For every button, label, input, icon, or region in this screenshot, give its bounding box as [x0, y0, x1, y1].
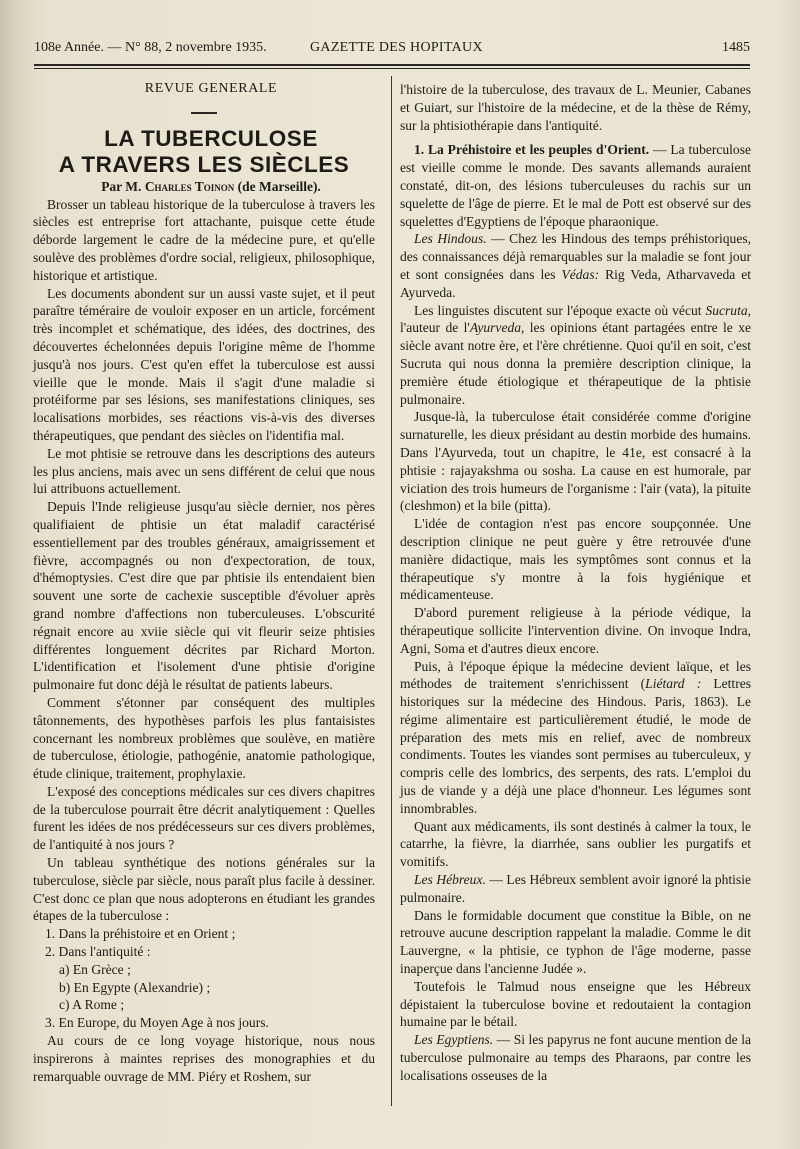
- plan-item: 1. Dans la préhistoire et en Orient ;: [45, 926, 236, 942]
- text-run: Puis, à l'époque épique la médecine devient laïque, et les méthodes de traitement s'enrichissent (: [400, 658, 751, 692]
- text-run: — Les Hébreux semblent avoir ignoré la phtisie pulmonaire.: [400, 872, 751, 905]
- header-rule-thin: [34, 68, 750, 69]
- column-divider: [391, 76, 392, 1106]
- text-run: Lettres historiques sur la médecine des Hindous. Paris, 1863). Le régime alimentaire est particulièrement étudié, le mode de préparation des mets mis en relief, avec de nombreux condiments. Toutes les viandes sont permises au tuberculeux, y compris celle des lombrics, des serpents, des rats. L'emploi du jus de viande y a déjà une place d'honneur. Les légumes sont innombrables.: [400, 676, 751, 816]
- paragraph: Toutefois le Talmud nous enseigne que les Hébreux dépistaient la tuberculose bovine et redoutaient la contagion humaine par le bétail.: [400, 978, 751, 1030]
- paragraph: Jusque-là, la tuberculose était considérée comme d'origine surnaturelle, les dieux présidant au destin morbide des humains. Dans l'Ayurveda, tout un chapitre, le 41e, est consacré à la phtisie : rajayakshma ou sosha. La cause en est humorale, par viciation des trois humeurs de l'organisme : l'air (vata), la pituite (cleshmon) et la bile (pitta).: [400, 409, 751, 514]
- byline-prefix: Par M.: [101, 178, 142, 194]
- plan-subitem: a) En Grèce ;: [59, 961, 131, 977]
- page-header: [26, 40, 750, 60]
- text-run: l'auteur de l': [400, 320, 470, 336]
- journal-name: GAZETTE DES HOPITAUX: [310, 40, 483, 55]
- article-title: [33, 126, 375, 178]
- italic-term: Sucruta,: [705, 302, 751, 318]
- paragraph: Quant aux médicaments, ils sont destinés à calmer la toux, le catarrhe, la fièvre, la diarrhée, sans oublier les purgatifs et vomitifs.: [400, 818, 751, 870]
- plan-subitem: b) En Egypte (Alexandrie) ;: [59, 979, 211, 995]
- header-rule: [34, 64, 750, 66]
- paragraph: [400, 302, 751, 409]
- title-line-2: A TRAVERS LES SIÈCLES: [58, 151, 350, 177]
- plan-subitem: c) A Rome ;: [59, 997, 125, 1013]
- section-rubric: REVUE GENERALE: [144, 81, 278, 96]
- paragraph: Dans le formidable document que constitue la Bible, on ne retrouve aucune description rappelant la maladie. Comme le dit Lauvergne, « la phtisie, ce typhon de l'âge moderne, passe inaperçue dans l'ancienne Judée ».: [400, 907, 751, 977]
- paragraph: L'idée de contagion n'est pas encore soupçonnée. Une description clinique ne peut guère y être retrouvée d'une manière didactique, mais les symptômes sont connus et la thérapeutique s'y montre à la fois hygiénique et médicamenteuse.: [400, 516, 751, 603]
- right-column: [400, 81, 751, 1085]
- plan-item: 2. Dans l'antiquité :: [45, 944, 151, 960]
- left-column: [33, 80, 375, 1085]
- paragraph: [400, 871, 751, 907]
- subsection-heading: Les Egyptiens.: [414, 1032, 494, 1048]
- subsection-heading: Les Hindous.: [414, 231, 487, 247]
- italic-term: Liétard :: [645, 676, 702, 692]
- text-run: Les linguistes discutent sur l'époque exacte où vécut: [414, 302, 702, 318]
- paragraph: Un tableau synthétique des notions générales sur la tuberculose, siècle par siècle, nous paraît plus facile à dessiner. C'est donc ce plan que nous adopterons en étudiant les grandes étapes de la tuberculose :: [33, 855, 375, 924]
- paragraph: Brosser un tableau historique de la tuberculose à travers les siècles est entreprise fort attachante, puisque cette étude déborde largement le cadre de la médecine pure, et qu'elle soulève des problèmes d'ordre social, religieux, philosophique, historique et artistique.: [33, 196, 375, 283]
- subsection-heading: Les Hébreux.: [414, 872, 486, 888]
- page-number: 1485: [722, 40, 750, 55]
- section-text: — La tuberculose est vieille comme le monde. Des savants allemands auraient constaté, dit-on, des lésions tuberculeuses du rachis sur un squelette de l'âge de pierre. Et le mal de Pott est observé sur des squelettes d'Egyptiens de l'époque pharaonique.: [400, 142, 751, 229]
- paragraph: Au cours de ce long voyage historique, nous nous inspirerons à maintes reprises des monographies et du remarquable ouvrage de MM. Piéry et Roshem, sur: [33, 1033, 375, 1084]
- italic-term: Védas:: [561, 266, 600, 282]
- paragraph: D'abord purement religieuse à la période védique, la thérapeutique sollicite l'intervention divine. On invoque Indra, Agni, Soma et d'autres dieux encore.: [400, 605, 751, 656]
- byline: [33, 178, 375, 196]
- text-run: les opinions étant partagées entre le xe siècle avant notre ère, et l'ère chrétienne. Quoi qu'il en soit, c'est Sucruta qui nous donna la première description clinique, la première étude étiologique et thérapeutique de la phtisie pulmonaire.: [400, 320, 751, 407]
- author-location: (de Marseille).: [237, 178, 321, 194]
- text-run: Rig Veda, Atharvaveda et Ayurveda.: [400, 266, 752, 300]
- plan-item: 3. En Europe, du Moyen Age à nos jours.: [45, 1015, 269, 1031]
- section-paragraph: [400, 141, 751, 230]
- title-separator: [191, 112, 217, 114]
- paragraph: Le mot phtisie se retrouve dans les descriptions des auteurs les plus anciens, mais avec un sens différent de celui que nous lui attribuons actuellement.: [33, 445, 375, 497]
- paragraph: [400, 658, 751, 818]
- text-run: — Chez les Hindous des temps préhistoriques, des connaissances déjà remarquables sur la maladie se font jour et sont consignées dans les: [400, 231, 751, 282]
- paragraph: [400, 1031, 751, 1084]
- text-run: — Si les papyrus ne font aucune mention de la tuberculose pulmonaire au temps des Pharaons, par contre les localisations osseuses de la: [400, 1032, 751, 1083]
- italic-term: Ayurveda,: [469, 320, 525, 336]
- author-name: Charles Toinon: [144, 178, 235, 194]
- paragraph: L'exposé des conceptions médicales sur ces divers chapitres de la tuberculose pourrait être décrit analytiquement : Quelles furent les idées de nos prédécesseurs sur ces divers problèmes, de l'antiquité à nos jours ?: [33, 783, 375, 853]
- section-heading: 1. La Préhistoire et les peuples d'Orient.: [414, 142, 650, 158]
- issue-info: 108e Année. — N° 88, 2 novembre 1935.: [34, 40, 267, 55]
- paragraph: Les documents abondent sur un aussi vaste sujet, et il peut paraître téméraire de vouloir exposer en un article, forcément très incomplet et schématique, des idées, des doctrines, des découvertes échelonnées depuis l'origine même de l'homme jusqu'à nos jours. C'est qu'en effet la tuberculose est aussi vieille que le monde. Mais il s'agit d'une maladie si protéiforme par ses lésions, ses manifestations cliniques, ses localisations morbides, ses réactions vis-à-vis des diverses thérapeutiques, que pendant des siècles on l'identifia mal.: [33, 285, 375, 443]
- paragraph: l'histoire de la tuberculose, des travaux de L. Meunier, Cabanes et Guiart, sur l'histoire de la médecine, et de la thèse de Rémy, sur la phtisiothérapie dans l'antiquité.: [400, 82, 751, 133]
- paragraph: Comment s'étonner par conséquent des multiples tâtonnements, des hypothèses parfois les plus fantaisistes concernant les nombreux problèmes que soulève, en matière de tuberculose, étiologie, pathogénie, anatomie pathologique, étude clinique, traitement, prophylaxie.: [33, 694, 375, 782]
- paragraph: [400, 230, 751, 301]
- title-line-1: LA TUBERCULOSE: [104, 125, 318, 151]
- paragraph: Depuis l'Inde religieuse jusqu'au siècle dernier, nos pères qualifiaient de phtisie un état maladif caractérisé essentiellement par des troubles généraux, amaigrissement et fièvre, accompagnés ou non d'expectoration, de toux, d'hémoptysies. C'est dire que par phtisie ils entendaient bien souvent une sorte de cachexie susceptible d'évoluer après grand nombre d'affections non tuberculeuses. L'obscurité régnait encore au xviie siècle qui vit fleurir seize phtisies différentes longuement décrites par Richard Morton. L'identification et l'isolement d'une phtisie d'origine pulmonaire fut donc déjà le résultat de patients labeurs.: [33, 499, 375, 693]
- article-plan-list: [33, 925, 375, 1032]
